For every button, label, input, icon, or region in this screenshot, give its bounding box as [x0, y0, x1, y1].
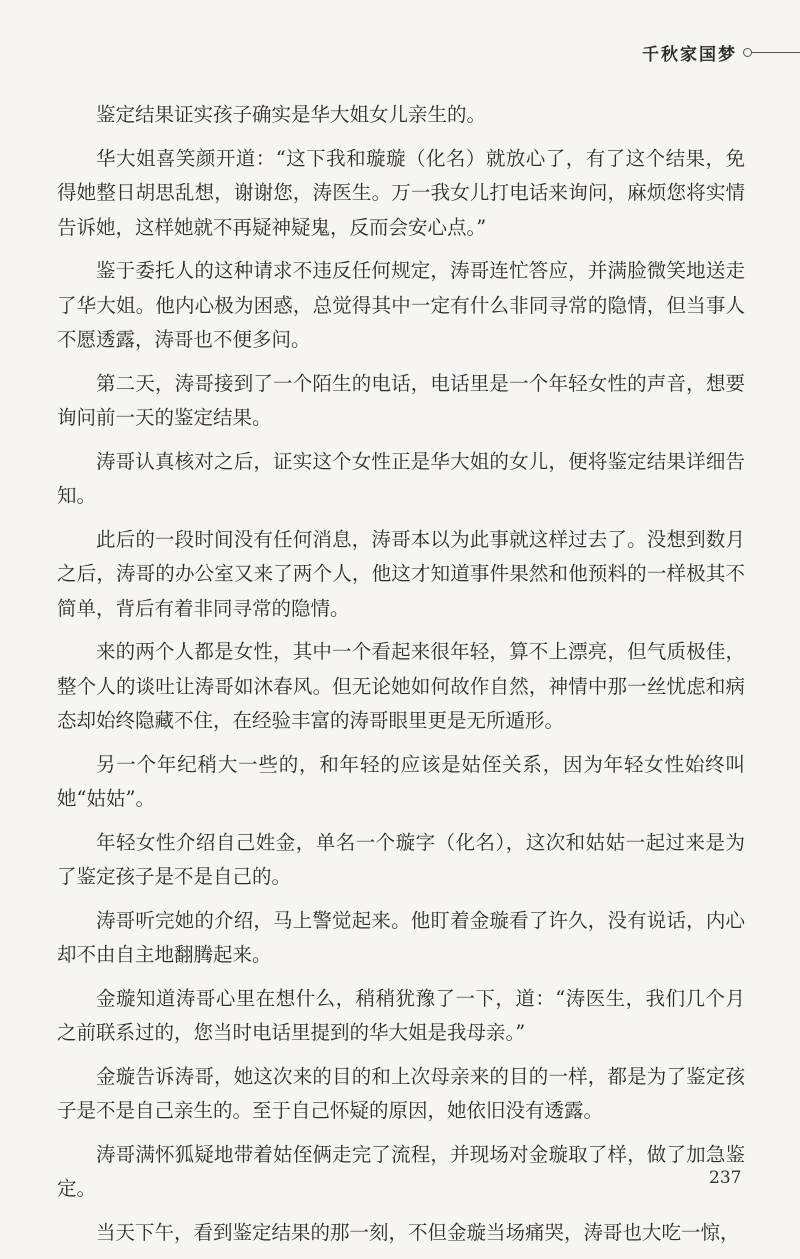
paragraph: 华大姐喜笑颜开道：“这下我和璇璇（化名）就放心了，有了这个结果，免得她整日胡思乱想，谢谢您，涛医生。万一我女儿打电话来询问，麻烦您将实情告诉她，这样她就不再疑神疑鬼，反而会安心点。” [57, 146, 745, 239]
paragraph: 来的两个人都是女性，其中一个看起来很年轻，算不上漂亮，但气质极佳，整个人的谈吐让涛哥如沐春风。但无论她如何故作自然，神情中那一丝忧虑和病态却始终隐藏不住，在经验丰富的涛哥眼里更是无所遁形。 [57, 640, 745, 732]
page-number: 237 [709, 1168, 742, 1188]
running-header-title: 千秋家国梦 [642, 45, 737, 65]
ornament-line [752, 52, 800, 53]
paragraph: 涛哥满怀狐疑地带着姑侄俩走完了流程，并现场对金璇取了样，做了加急鉴定。 [57, 1142, 745, 1200]
body-text [57, 98, 745, 1259]
header-ornament-icon [743, 48, 800, 57]
paragraph: 当天下午，看到鉴定结果的那一刻，不但金璇当场痛哭，涛哥也大吃一惊， [96, 1220, 740, 1244]
paragraph: 金璇告诉涛哥，她这次来的目的和上次母亲来的目的一样，都是为了鉴定孩子是不是自己亲生的。至于自己怀疑的原因，她依旧没有透露。 [57, 1064, 745, 1122]
paragraph: 金璇知道涛哥心里在想什么，稍稍犹豫了一下，道：“涛医生，我们几个月之前联系过的，您当时电话里提到的华大姐是我母亲。” [57, 986, 745, 1044]
paragraph: 鉴于委托人的这种请求不违反任何规定，涛哥连忙答应，并满脸微笑地送走了华大姐。他内心极为困惑，总觉得其中一定有什么非同寻常的隐情，但当事人不愿透露，涛哥也不便多问。 [57, 259, 745, 351]
ornament-circle [743, 48, 752, 57]
paragraph: 另一个年纪稍大一些的，和年轻的应该是姑侄关系，因为年轻女性始终叫她“姑姑”。 [57, 752, 745, 810]
paragraph: 涛哥听完她的介绍，马上警觉起来。他盯着金璇看了许久，没有说话，内心却不由自主地翻腾起来。 [57, 908, 745, 966]
paragraph: 年轻女性介绍自己姓金，单名一个璇字（化名），这次和姑姑一起过来是为了鉴定孩子是不是自己的。 [57, 830, 745, 888]
paragraph: 涛哥认真核对之后，证实这个女性正是华大姐的女儿，便将鉴定结果详细告知。 [57, 449, 745, 507]
paragraph: 第二天，涛哥接到了一个陌生的电话，电话里是一个年轻女性的声音，想要询问前一天的鉴定结果。 [57, 371, 745, 429]
paragraph: 此后的一段时间没有任何消息，涛哥本以为此事就这样过去了。没想到数月之后，涛哥的办公室又来了两个人，他这才知道事件果然和他预料的一样极其不简单，背后有着非同寻常的隐情。 [57, 527, 745, 620]
paragraph: 鉴定结果证实孩子确实是华大姐女儿亲生的。 [96, 103, 487, 126]
running-header [642, 40, 800, 65]
